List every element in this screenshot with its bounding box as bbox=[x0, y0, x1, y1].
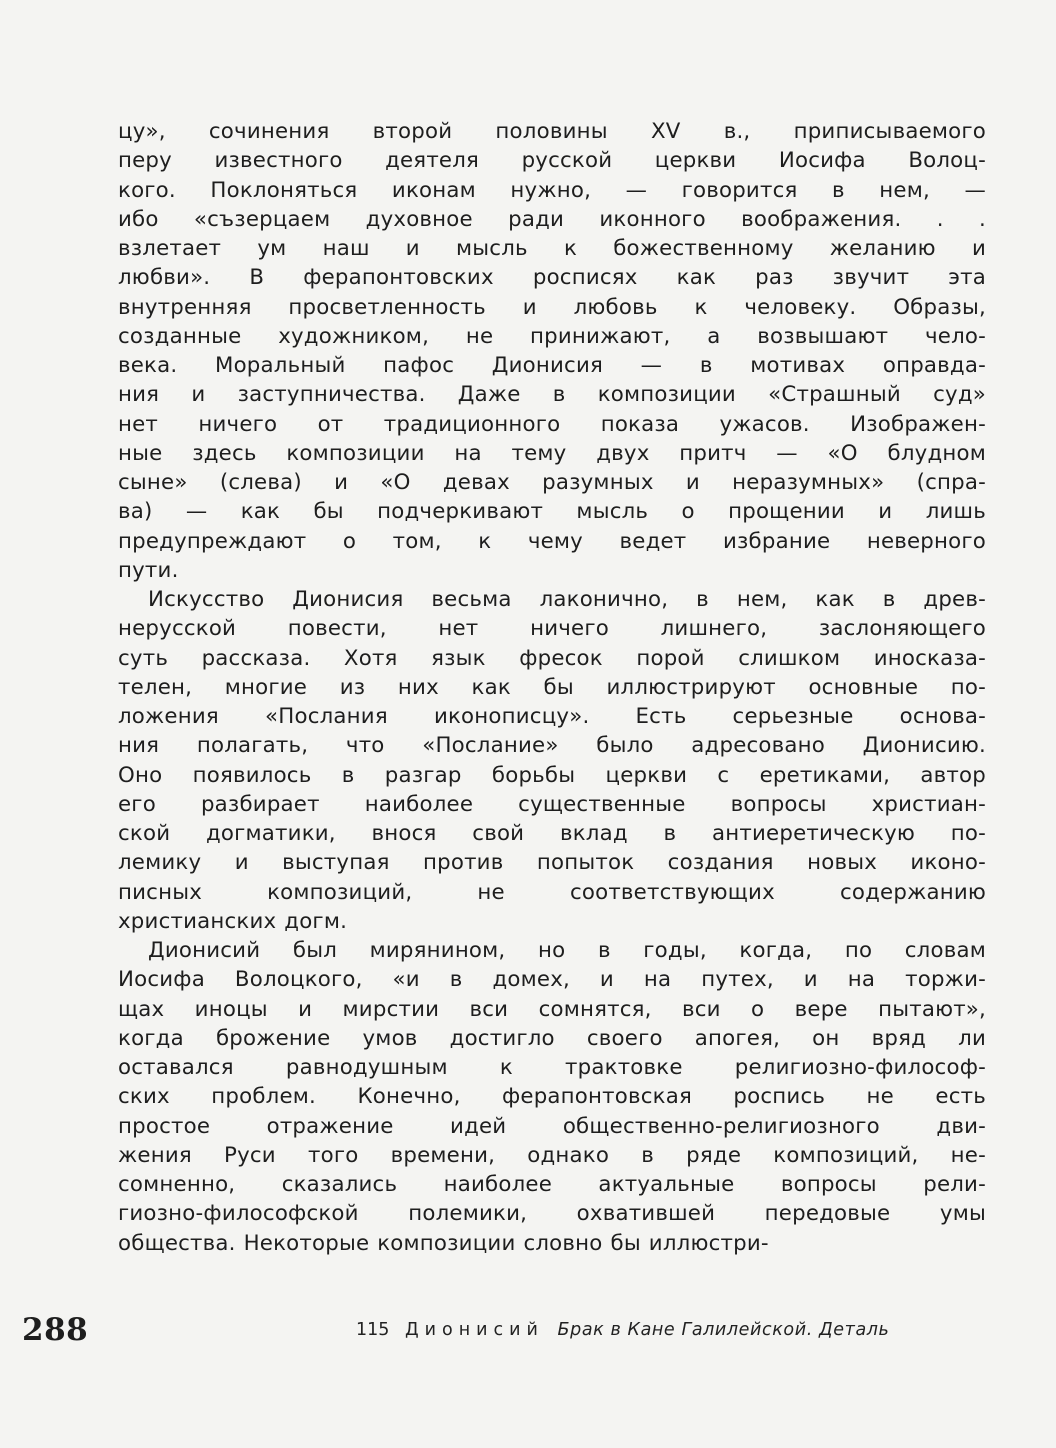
text-line: ложения «Послания иконописцу». Есть серьезные основа- bbox=[118, 704, 986, 729]
text-line: перу известного деятеля русской церкви Иосифа Волоц- bbox=[118, 148, 986, 174]
text-line: суть рассказа. Хотя язык фресок порой слишком иносказа- bbox=[118, 645, 986, 671]
text-line: простое отражение идей общественно-религиозного дви- bbox=[118, 1113, 986, 1139]
caption-title: Брак в Кане Галилейской. Деталь bbox=[557, 1320, 890, 1340]
text-line: созданные художником, не принижают, а возвышают чело- bbox=[118, 323, 986, 349]
text-line: века. Моральный пафос Дионисия — в мотивах оправда- bbox=[118, 353, 986, 378]
body-text bbox=[118, 117, 986, 1258]
text-line: взлетает ум наш и мысль к божественному желанию и bbox=[118, 236, 986, 261]
figure-caption bbox=[356, 1320, 988, 1340]
text-line: ные здесь композиции на тему двух притч — «О блудном bbox=[118, 440, 986, 466]
text-line: телен, многие из них как бы иллюстрируют основные по- bbox=[118, 674, 986, 700]
paragraph-2 bbox=[118, 585, 986, 936]
text-line: пути. bbox=[118, 557, 179, 583]
text-line: любви». В ферапонтовских росписях как раз звучит эта bbox=[118, 265, 986, 291]
caption-author: Дионисий bbox=[404, 1320, 544, 1340]
text-line: гиозно-философской полемики, охватившей передовые умы bbox=[118, 1201, 986, 1227]
text-line: писных композиций, не соответствующих содержанию bbox=[118, 879, 986, 905]
text-line: лемику и выступая против попыток создания новых иконо- bbox=[118, 850, 986, 876]
text-line: ния и заступничества. Даже в композиции «Страшный суд» bbox=[118, 382, 986, 408]
text-line: оставался равнодушным к трактовке религиозно-философ- bbox=[118, 1055, 986, 1080]
text-line: жения Руси того времени, однако в ряде композиций, не- bbox=[118, 1142, 986, 1168]
text-line: когда брожение умов достигло своего апогея, он вряд ли bbox=[118, 1025, 986, 1051]
text-line: предупреждают о том, к чему ведет избрание неверного bbox=[118, 528, 986, 554]
text-line: его разбирает наиболее существенные вопросы христиан- bbox=[118, 791, 986, 817]
text-line: сомненно, сказались наиболее актуальные вопросы рели- bbox=[118, 1172, 986, 1197]
text-line: внутренняя просветленность и любовь к человеку. Образы, bbox=[118, 294, 986, 320]
page-number: 288 bbox=[22, 1312, 89, 1348]
text-line: Оно появилось в разгар борьбы церкви с еретиками, автор bbox=[118, 762, 986, 788]
text-line: ния полагать, что «Послание» было адресовано Дионисию. bbox=[118, 733, 986, 759]
text-line: цу», сочинения второй половины XV в., приписываемого bbox=[118, 119, 986, 144]
text-line: кого. Поклоняться иконам нужно, — говорится в нем, — bbox=[118, 177, 986, 203]
text-line: ской догматики, внося свой вклад в антиеретическую по- bbox=[118, 821, 986, 846]
caption-number: 115 bbox=[356, 1320, 390, 1340]
text-line: Искусство Дионисия весьма лаконично, в нем, как в древ- bbox=[148, 587, 986, 612]
text-line: ибо «съзерцаем духовное ради иконного воображения. . . bbox=[118, 206, 986, 232]
text-line: Иосифа Волоцкого, «и в домех, и на путех, и на торжи- bbox=[118, 967, 986, 993]
paragraph-1 bbox=[118, 117, 986, 585]
text-line: Дионисий был мирянином, но в годы, когда, по словам bbox=[148, 938, 986, 963]
text-line: ва) — как бы подчеркивают мысль о прощении и лишь bbox=[118, 499, 986, 525]
text-line: христианских догм. bbox=[118, 908, 348, 934]
text-line: ских проблем. Конечно, ферапонтовская роспись не есть bbox=[118, 1084, 986, 1110]
paragraph-3 bbox=[118, 936, 986, 1258]
text-line: щах иноцы и мирстии вси сомнятся, вси о вере пытают», bbox=[118, 996, 986, 1022]
text-line: нерусской повести, нет ничего лишнего, заслоняющего bbox=[118, 616, 986, 642]
text-line: нет ничего от традиционного показа ужасов. Изображен- bbox=[118, 411, 986, 437]
text-line: сыне» (слева) и «О девах разумных и неразумных» (спра- bbox=[118, 470, 986, 495]
text-line: общества. Некоторые композиции словно бы иллюстри- bbox=[118, 1230, 769, 1256]
